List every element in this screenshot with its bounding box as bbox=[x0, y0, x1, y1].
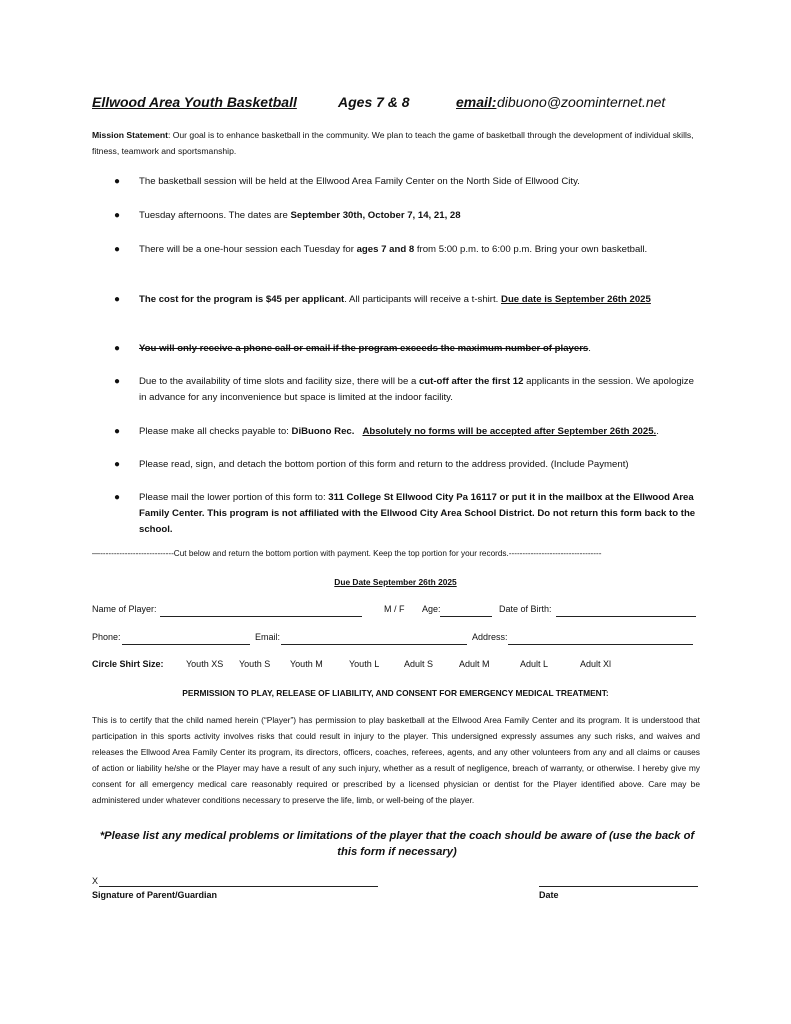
permission-title: PERMISSION TO PLAY, RELEASE OF LIABILITY, AND CONSENT FOR EMERGENCY MEDICAL TREATMENT: bbox=[182, 688, 609, 698]
bullet-dot-icon: ● bbox=[114, 343, 121, 354]
bullet-text: There will be a one-hour session each Tuesday for bbox=[139, 244, 357, 255]
shirt-option-adult-m[interactable]: Adult M bbox=[459, 659, 490, 669]
program-title: Ellwood Area Youth Basketball bbox=[92, 94, 297, 110]
bullet-text: applicants in the session. We apologize in advance for any inconvenience but space is limited at the indoor facility. bbox=[139, 376, 694, 403]
parent-signature-label: Signature of Parent/Guardian bbox=[92, 890, 218, 900]
shirt-option-youth-xs[interactable]: Youth XS bbox=[186, 659, 224, 669]
shirt-option-adult-s[interactable]: Adult S bbox=[404, 659, 434, 669]
cut-line: —---------------------------Cut below and return the bottom portion with payment. Keep the top portion for your records.---------------------------------- bbox=[92, 549, 602, 558]
bullet-dot-icon: ● bbox=[114, 376, 121, 387]
due-date-heading: Due Date September 26th 2025 bbox=[334, 577, 457, 587]
date-signature-field[interactable] bbox=[539, 886, 698, 887]
email-heading-label: email: bbox=[456, 94, 497, 110]
bullet-dot-icon: ● bbox=[114, 176, 121, 187]
age-group: ages 7 and 8 bbox=[356, 244, 415, 255]
bullet-text: The basketball session will be held at the Ellwood Area Family Center on the North Side of Ellwood City. bbox=[139, 176, 580, 187]
bullet-dot-icon: ● bbox=[114, 294, 121, 305]
document-header bbox=[92, 94, 702, 114]
mailing-address: 311 College St Ellwood City Pa 16117 or put it in the mailbox at the Ellwood Area Family Center. This program is not affiliated with the Ellwood City Area School District. Do not return this form back to the school. bbox=[139, 492, 696, 535]
late-form-warning: Absolutely no forms will be accepted after September 26th 2025. bbox=[362, 426, 657, 437]
shirt-option-youth-s[interactable]: Youth S bbox=[239, 659, 271, 669]
shirt-size-row bbox=[92, 659, 702, 673]
dob-field[interactable] bbox=[556, 616, 696, 617]
age-field[interactable] bbox=[440, 616, 492, 617]
name-field[interactable] bbox=[160, 616, 362, 617]
bullet-dot-icon: ● bbox=[114, 492, 121, 503]
bullet-text: . bbox=[588, 343, 591, 354]
gender-label: M / F bbox=[384, 604, 405, 614]
age-label: Age: bbox=[422, 604, 441, 614]
dob-label: Date of Birth: bbox=[499, 604, 552, 614]
email-label: Email: bbox=[255, 632, 281, 642]
bullet-text: Please make all checks payable to: bbox=[139, 426, 292, 437]
address-label: Address: bbox=[472, 632, 508, 642]
bullet-text: Due to the availability of time slots and facility size, there will be a bbox=[139, 376, 419, 387]
player-info-row bbox=[92, 604, 702, 618]
bullet-text: Please mail the lower portion of this form to: bbox=[139, 492, 329, 503]
ages-heading: Ages 7 & 8 bbox=[338, 94, 410, 110]
contact-notice-text: You will only receive a phone call or email if the program exceeds the maximum number of players bbox=[139, 343, 589, 354]
bullet-text: Tuesday afternoons. The dates are bbox=[139, 210, 291, 221]
bullet-dot-icon: ● bbox=[114, 426, 121, 437]
program-cost: The cost for the program is $45 per applicant bbox=[139, 294, 345, 305]
signature-x-mark: X bbox=[92, 876, 99, 886]
due-date-notice: Due date is September 26th 2025 bbox=[501, 294, 651, 305]
bullet-dot-icon: ● bbox=[114, 459, 121, 470]
shirt-size-label: Circle Shirt Size: bbox=[92, 659, 164, 669]
parent-signature-field[interactable] bbox=[99, 886, 378, 887]
bullet-text: Please read, sign, and detach the bottom portion of this form and return to the address provided. (Include Payment) bbox=[139, 459, 629, 470]
phone-field[interactable] bbox=[122, 644, 250, 645]
contact-info-row bbox=[92, 632, 702, 646]
contact-email: dibuono@zoominternet.net bbox=[497, 94, 666, 110]
mission-text: : Our goal is to enhance basketball in the community. We plan to teach the game of basketball through the development of individual skills, fitness, teamwork and sportsmanship. bbox=[92, 130, 694, 156]
date-label: Date bbox=[539, 890, 559, 900]
phone-label: Phone: bbox=[92, 632, 121, 642]
bullet-dot-icon: ● bbox=[114, 210, 121, 221]
medical-notice: *Please list any medical problems or limitations of the player that the coach should be aware of (use the back of this form if necessary) bbox=[99, 830, 695, 858]
bullet-text: from 5:00 p.m. to 6:00 p.m. Bring your own basketball. bbox=[414, 244, 648, 255]
bullet-text: . bbox=[656, 426, 659, 437]
bullet-text: . All participants will receive a t-shirt. bbox=[344, 294, 502, 305]
shirt-option-youth-m[interactable]: Youth M bbox=[290, 659, 323, 669]
name-label: Name of Player: bbox=[92, 604, 157, 614]
shirt-option-youth-l[interactable]: Youth L bbox=[349, 659, 380, 669]
shirt-option-adult-l[interactable]: Adult L bbox=[520, 659, 549, 669]
payee-name: DiBuono Rec. bbox=[291, 426, 355, 437]
cutoff-notice: cut-off after the first 12 bbox=[418, 376, 524, 387]
liability-release-text: This is to certify that the child named herein (“Player”) has permission to play basketball at the Ellwood Area Family Center and its program. It is understood that participation in this sports activity involves risks that could result in injury to the player. This undersigned expressly assumes any such risks, and waives and releases the Ellwood Area Family Center its program, its directors, officers, coaches, referees, agents, and any other volunteers from any and all claims or causes of action or liability he/she or the Player may have a result of any such injury, whether as a result of negligence, breach of warranty, or otherwise. I hereby give my consent for all emergency medical care reasonably required or prescribed by a licensed physician or dentist for the Player identified above. Care may be administered under whatever conditions necessary to preserve the life, limb, or well-being of the player. bbox=[92, 715, 700, 805]
mission-statement bbox=[92, 127, 700, 159]
bullet-dot-icon: ● bbox=[114, 244, 121, 255]
email-field[interactable] bbox=[281, 644, 467, 645]
shirt-option-adult-xl[interactable]: Adult Xl bbox=[580, 659, 612, 669]
address-field[interactable] bbox=[508, 644, 693, 645]
session-dates: September 30th, October 7, 14, 21, 28 bbox=[290, 210, 461, 221]
mission-label: Mission Statement bbox=[92, 130, 168, 140]
